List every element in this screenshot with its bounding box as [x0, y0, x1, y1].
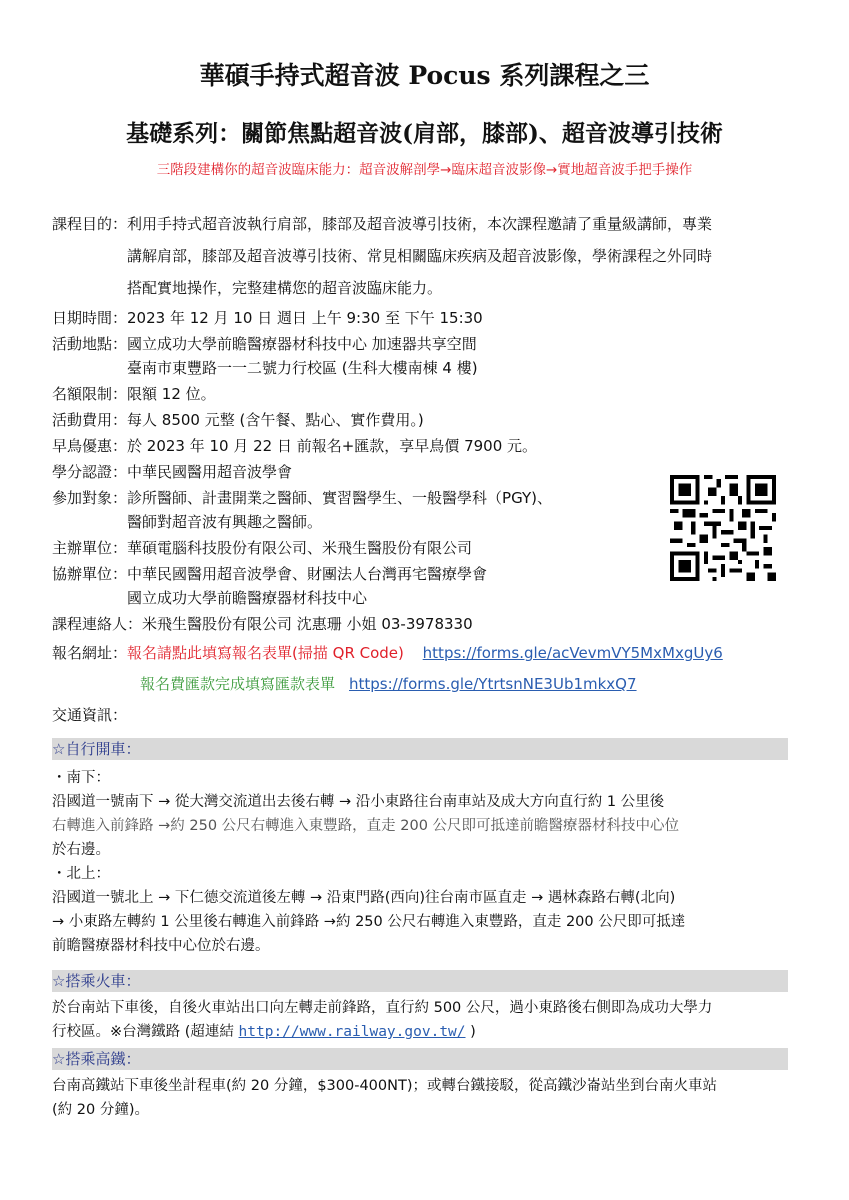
- date-row: [52, 306, 812, 330]
- target-line: 診所醫師、計畫開業之醫師、實習醫學生、一般醫學科（PGY)、: [127, 489, 552, 507]
- contact-value: 米飛生醫股份有限公司 沈惠珊 小姐 03-3978330: [142, 615, 473, 633]
- course-title: 華碩手持式超音波 Pocus 系列課程之三: [199, 61, 650, 90]
- railway-link[interactable]: http://www.railway.gov.tw/: [238, 1024, 466, 1040]
- venue-line: 臺南市東豐路一一二號力行校區 (生科大樓南棟 4 樓): [127, 359, 478, 377]
- payment-text: 報名費匯款完成填寫匯款表單: [140, 675, 336, 693]
- north-line: 沿國道一號北上 → 下仁德交流道後左轉 → 沿東門路(西向)往台南市區直走 → 遇林森路右轉(北向): [52, 890, 676, 906]
- contact-row: [52, 612, 812, 636]
- fee-label: 活動費用：: [52, 411, 128, 429]
- south-line: 於右邊。: [52, 842, 110, 858]
- train-text: 行校區。※台灣鐵路 (超連結: [52, 1024, 239, 1040]
- purpose-line: 搭配實地操作，完整建構您的超音波臨床能力。: [127, 279, 443, 297]
- course-subtitle: 基礎系列：關節焦點超音波(肩部，膝部)、超音波導引技術: [126, 120, 723, 147]
- venue-line: 國立成功大學前瞻醫療器材科技中心 加速器共享空間: [127, 335, 477, 353]
- cohost-line: 中華民國醫用超音波學會、財團法人台灣再宅醫療學會: [127, 565, 488, 583]
- signup-link[interactable]: https://forms.gle/acVevmVY5MxMxgUy6: [422, 644, 723, 662]
- qr-code-icon[interactable]: [670, 475, 776, 581]
- section-train-header: ☆搭乘火車：: [52, 970, 788, 992]
- signup-value: [127, 638, 812, 668]
- contact-label: 課程連絡人：: [52, 615, 143, 633]
- venue-row: [52, 332, 812, 380]
- info-section: [52, 212, 812, 732]
- payment-link[interactable]: https://forms.gle/YtrtsnNE3Ub1mkxQ7: [349, 675, 637, 693]
- target-line: 醫師對超音波有興趣之醫師。: [127, 513, 323, 531]
- date-value: 2023 年 12 月 10 日 週日 上午 9:30 至 下午 15:30: [127, 309, 483, 327]
- north-line: → 小東路左轉約 1 公里後右轉進入前鋒路 →約 250 公尺右轉進入東豐路，直走 200 公尺即可抵達: [52, 914, 686, 930]
- credit-value: 中華民國醫用超音波學會: [127, 463, 293, 481]
- signup-row: [52, 638, 812, 668]
- venue-value: [127, 332, 812, 380]
- cohost-label: 協辦單位：: [52, 565, 128, 583]
- traffic-label: 交通資訊：: [52, 706, 128, 724]
- train-line: 於台南站下車後，自後火車站出口向左轉走前鋒路，直行約 500 公尺，過小東路後右側即為成功大學力: [52, 1000, 713, 1016]
- train-directions: [52, 996, 796, 1044]
- north-line: 前瞻醫療器材科技中心位於右邊。: [52, 938, 270, 954]
- hsr-directions: [52, 1074, 796, 1122]
- quota-value: 限額 12 位。: [127, 385, 216, 403]
- south-line: 沿國道一號南下 → 從大灣交流道出去後右轉 → 沿小東路往台南車站及成大方向直行約 1 公里後: [52, 794, 665, 810]
- early-bird-label: 早鳥優惠：: [52, 437, 128, 455]
- cohost-line: 國立成功大學前瞻醫療器材科技中心: [127, 589, 368, 607]
- host-value: 華碩電腦科技股份有限公司、米飛生醫股份有限公司: [127, 539, 473, 557]
- venue-label: 活動地點：: [52, 335, 128, 353]
- purpose-line: 講解肩部，膝部及超音波導引技術、常見相關臨床疾病及超音波影像，學術課程之外同時: [127, 247, 713, 265]
- section-hsr-header: ☆搭乘高鐵：: [52, 1048, 788, 1070]
- traffic-row: [52, 700, 812, 730]
- train-text-end: ): [465, 1024, 476, 1040]
- payment-row: [52, 670, 812, 698]
- north-label: ・北上：: [52, 866, 110, 882]
- course-tagline: 三階段建構你的超音波臨床能力：超音波解剖學→臨床超音波影像→實地超音波手把手操作: [156, 162, 693, 178]
- hsr-line: 台南高鐵站下車後坐計程車(約 20 分鐘，$300-400NT)；或轉台鐵接駁，從高鐵沙崙站坐到台南火車站: [52, 1078, 717, 1094]
- train-line: [52, 1020, 796, 1044]
- south-label: ・南下：: [52, 770, 110, 786]
- signup-label: 報名網址：: [52, 644, 128, 662]
- quota-row: [52, 382, 812, 406]
- fee-value: 每人 8500 元整 (含午餐、點心、實作費用。): [127, 411, 424, 429]
- fee-row: [52, 408, 812, 432]
- date-label: 日期時間：: [52, 309, 128, 327]
- host-label: 主辦單位：: [52, 539, 128, 557]
- purpose-row: [52, 212, 812, 304]
- credit-label: 學分認證：: [52, 463, 128, 481]
- early-bird-row: [52, 434, 812, 458]
- drive-directions: [52, 766, 796, 958]
- south-line: 右轉進入前鋒路 →約 250 公尺右轉進入東豐路，直走 200 公尺即可抵達前瞻醫療器材科技中心位: [52, 818, 680, 834]
- hsr-line: (約 20 分鐘)。: [52, 1102, 149, 1118]
- purpose-label: 課程目的：: [52, 215, 128, 233]
- target-label: 參加對象：: [52, 489, 128, 507]
- signup-text: 報名請點此填寫報名表單(掃描 QR Code): [127, 644, 404, 662]
- early-bird-value: 於 2023 年 10 月 22 日 前報名+匯款，享早鳥價 7900 元。: [127, 437, 538, 455]
- quota-label: 名額限制：: [52, 385, 128, 403]
- purpose-line: 利用手持式超音波執行肩部，膝部及超音波導引技術，本次課程邀請了重量級講師，專業: [127, 215, 713, 233]
- section-drive-header: ☆自行開車：: [52, 738, 788, 760]
- purpose-value: [127, 208, 812, 304]
